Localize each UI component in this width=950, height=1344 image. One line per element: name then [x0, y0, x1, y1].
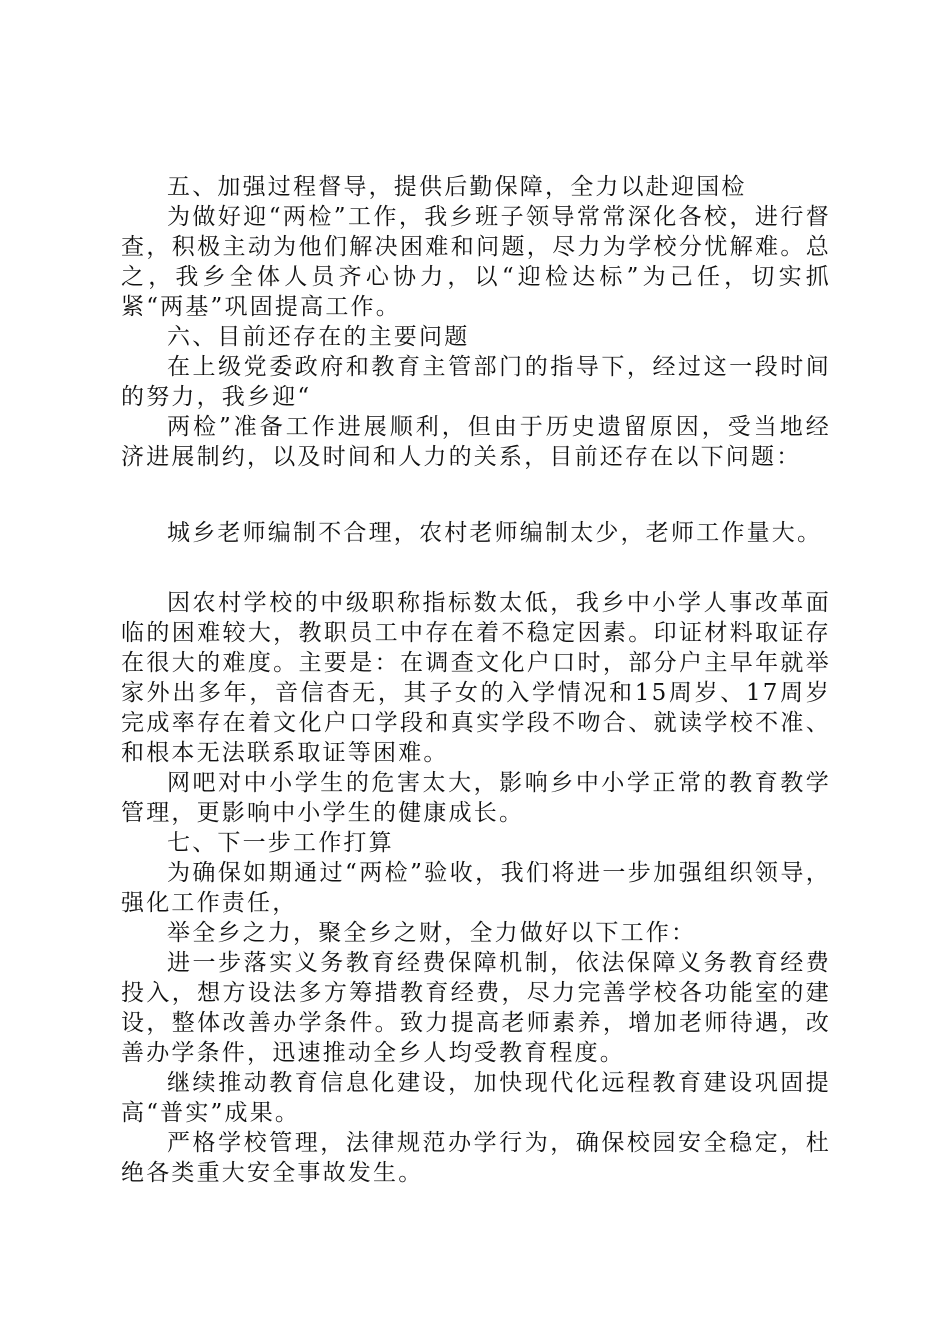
paragraph-whole-township: 举全乡之力，聚全乡之财，全力做好以下工作： — [167, 920, 697, 946]
spacer — [121, 548, 831, 588]
paragraph-school-management: 严格学校管理，法律规范办学行为，确保校园安全稳定，杜绝各类重大安全事故发生。 — [121, 1130, 831, 1186]
paragraph-internet-cafe: 网吧对中小学生的危害太大，影响乡中小学正常的教育教学管理，更影响中小学生的健康成长。 — [121, 770, 831, 826]
paragraph-funding: 进一步落实义务教育经费保障机制，依法保障义务教育经费投入，想方设法多方筹措教育经费，尽力完善学校各功能室的建设，整体改善办学条件。致力提高老师素养，增加老师待遇，改善办学条件，迅速推动全乡人均受教育程度。 — [121, 950, 831, 1066]
paragraph-title-quota: 因农村学校的中级职称指标数太低，我乡中小学人事改革面临的困难较大，教职员工中存在着不稳定因素。印证材料取证存在很大的难度。主要是：在调查文化户口时，部分户主早年就举家外出多年，音信杳无，其子女的入学情况和15周岁、17周岁完成率存在着文化户口学段和真实学段不吻合、就读学校不准、和根本无法联系取证等困难。 — [121, 590, 831, 766]
spacer — [121, 472, 831, 518]
paragraph-teacher-staffing: 城乡老师编制不合理，农村老师编制太少，老师工作量大。 — [167, 520, 823, 546]
paragraph-inspection-prep: 为做好迎“两检”工作，我乡班子领导常常深化各校，进行督查，积极主动为他们解决困难和问题，尽力为学校分忧解难。总之，我乡全体人员齐心协力，以“迎检达标”为己任，切实抓紧“两基”巩固提高工作。 — [121, 204, 831, 320]
document-body — [121, 172, 831, 1188]
section-heading-6: 六、目前还存在的主要问题 — [167, 324, 470, 350]
section-heading-7: 七、下一步工作打算 — [167, 830, 394, 856]
paragraph-ensure-pass: 为确保如期通过“两检”验收，我们将进一步加强组织领导，强化工作责任， — [121, 860, 831, 916]
paragraph-progress: 两检”准备工作进展顺利，但由于历史遗留原因，受当地经济进展制约，以及时间和人力的关系，目前还存在以下问题： — [121, 414, 831, 470]
section-heading-5: 五、加强过程督导，提供后勤保障，全力以赴迎国检 — [167, 174, 747, 200]
paragraph-guidance: 在上级党委政府和教育主管部门的指导下，经过这一段时间的努力，我乡迎“ — [121, 354, 831, 410]
paragraph-informatization: 继续推动教育信息化建设，加快现代化远程教育建设巩固提高“普实”成果。 — [121, 1070, 831, 1126]
